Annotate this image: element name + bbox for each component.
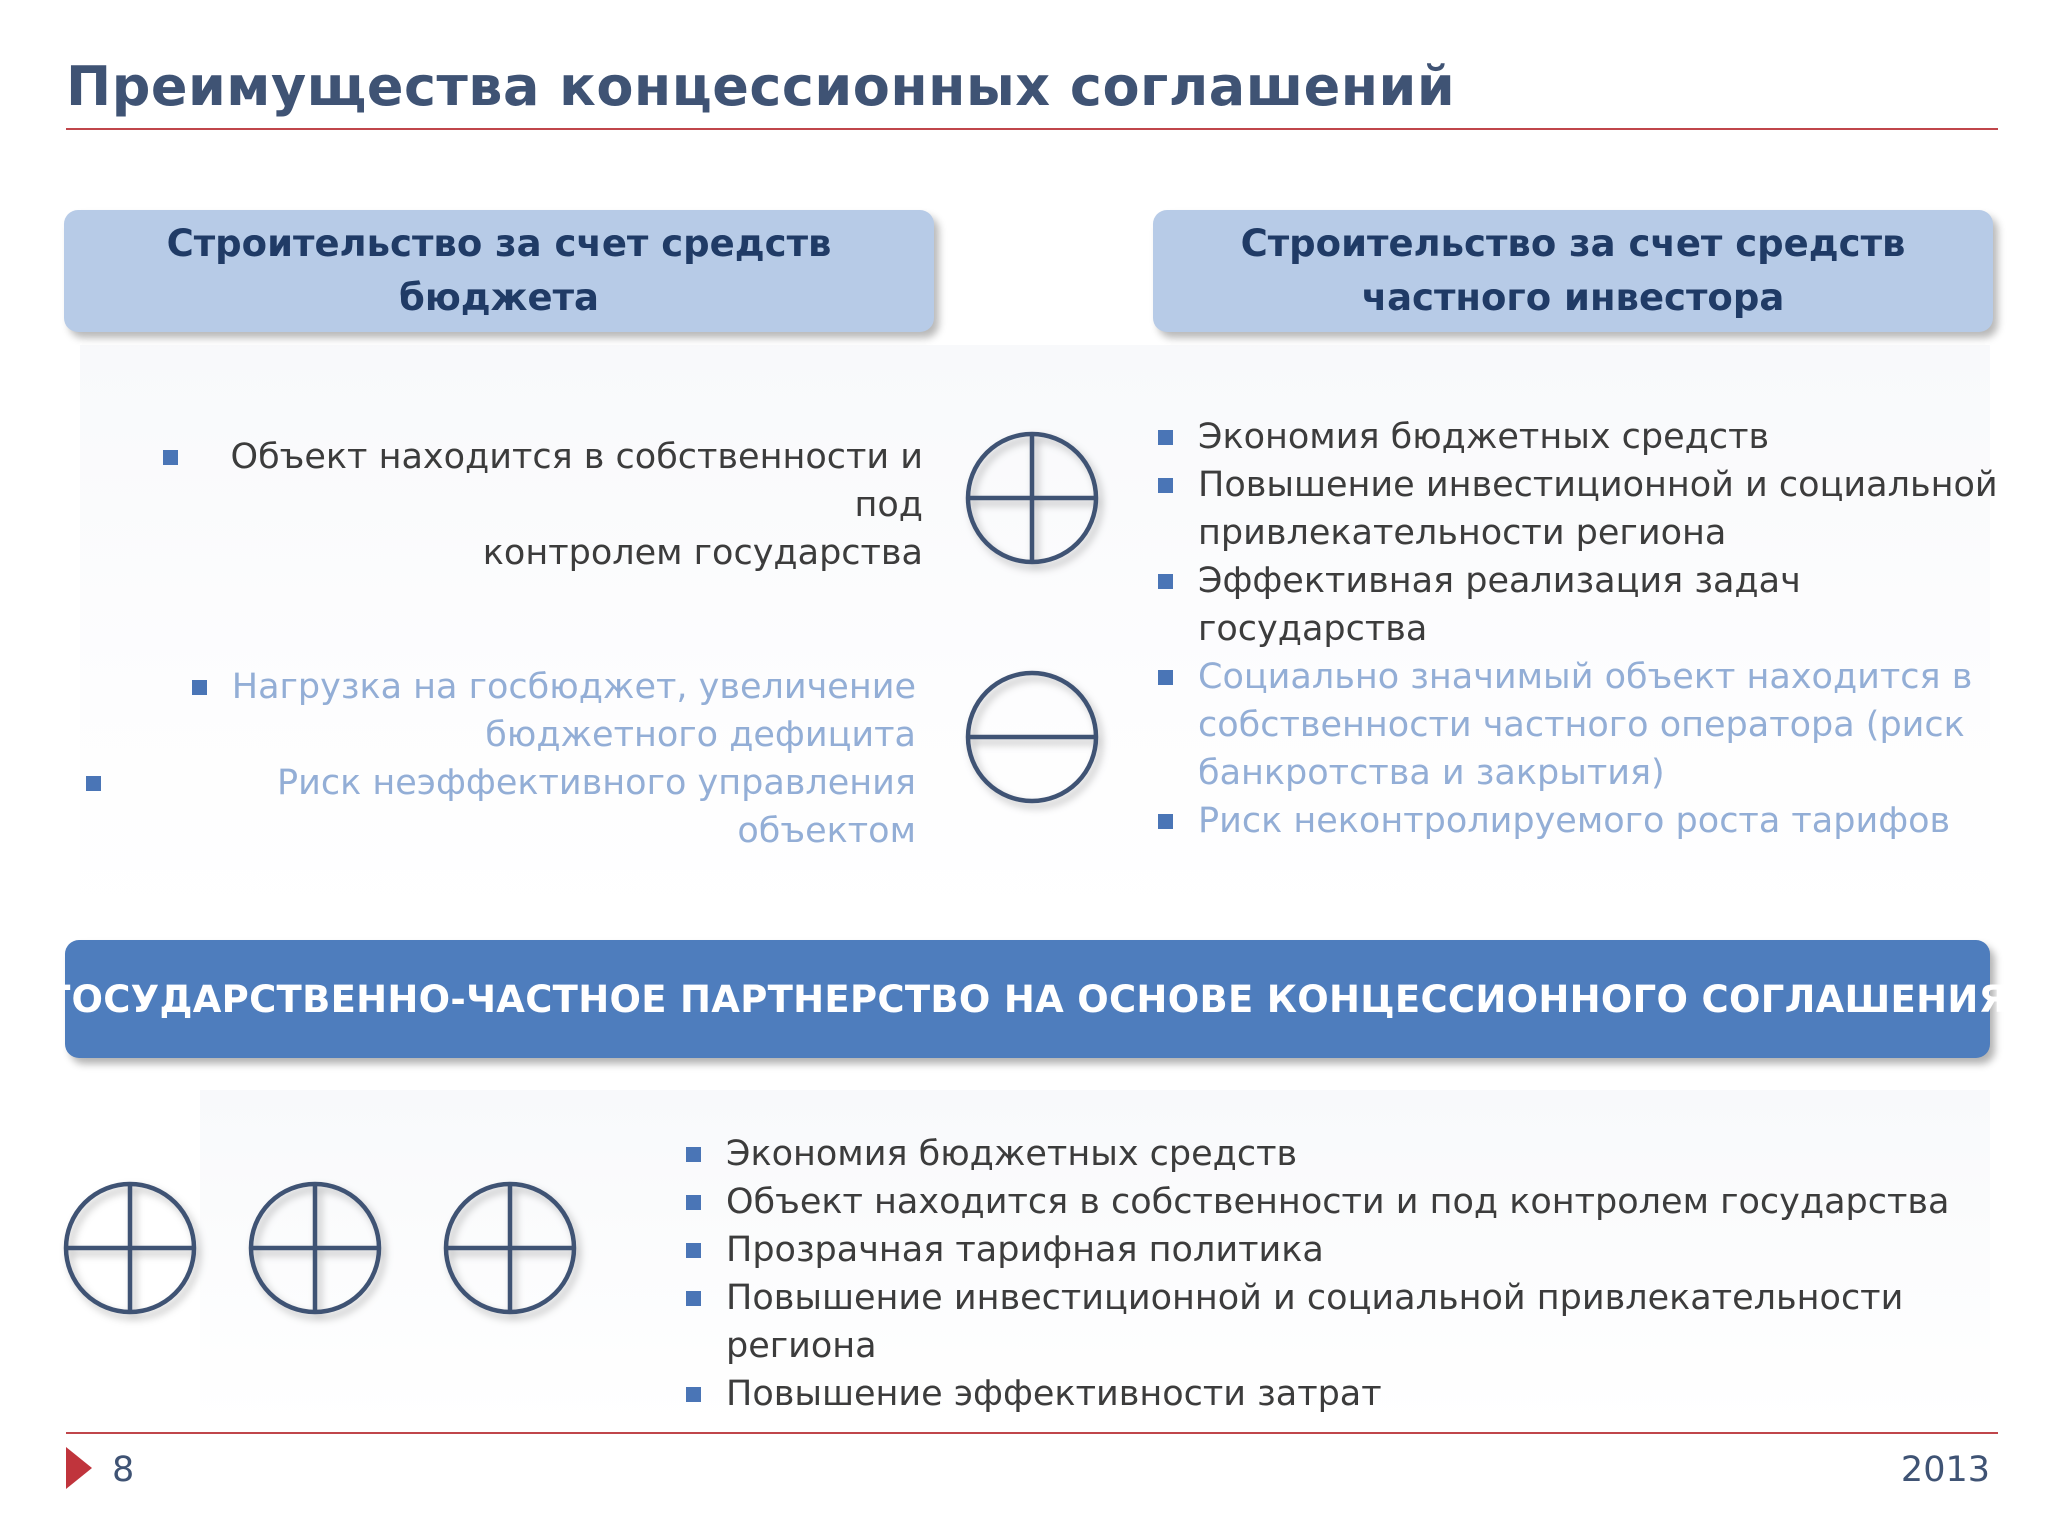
list-item: Повышение инвестиционной и социальной привлекательности региона (686, 1274, 1996, 1370)
circle-minus-icon (962, 667, 1102, 807)
footer-year: 2013 (1900, 1450, 1990, 1490)
list-item: Объект находится в собственности и под контролем государства (163, 433, 923, 577)
budget-header-line-1: Строительство за счет средств (166, 222, 832, 266)
list-item: Риск неконтролируемого роста тарифов (1158, 797, 1998, 845)
list-item: Повышение инвестиционной и социальной привлекательности региона (1158, 461, 1998, 557)
bullet-icon (192, 680, 207, 695)
ppp-banner: ГОСУДАРСТВЕННО-ЧАСТНОЕ ПАРТНЕРСТВО НА ОСНОВЕ КОНЦЕССИОННОГО СОГЛАШЕНИЯ (65, 940, 1990, 1058)
circle-plus-icon (60, 1178, 200, 1318)
title-divider (66, 128, 1998, 130)
investor-advantages-list (1158, 413, 1998, 653)
investor-header-line-1: Строительство за счет средств (1240, 222, 1906, 266)
ppp-benefits-list (686, 1130, 1996, 1418)
list-item: Эффективная реализация задач государства (1158, 557, 1998, 653)
budget-header-line-2: бюджета (398, 276, 599, 319)
page-number: 8 (112, 1450, 135, 1490)
investor-header-line-2: частного инвестора (1361, 276, 1785, 319)
list-item: Нагрузка на госбюджет, увеличение бюджетного дефицита (86, 663, 916, 759)
circle-plus-icon (440, 1178, 580, 1318)
page-title: Преимущества концессионных соглашений (66, 55, 1456, 118)
circle-plus-icon (962, 428, 1102, 568)
list-item: Прозрачная тарифная политика (686, 1226, 1996, 1274)
bullet-icon (163, 450, 178, 465)
play-triangle-icon (66, 1447, 92, 1489)
list-item: Социально значимый объект находится в собственности частного оператора (риск банкротства и закрытия) (1158, 653, 1998, 797)
investor-construction-header (1153, 210, 1993, 332)
list-item: Экономия бюджетных средств (686, 1130, 1996, 1178)
circle-plus-icon (245, 1178, 385, 1318)
budget-advantages-list (163, 433, 923, 577)
budget-disadvantages-list (86, 663, 916, 855)
footer-divider (66, 1432, 1998, 1434)
list-item: Риск неэффективного управления объектом (86, 759, 916, 855)
budget-construction-header (64, 210, 934, 332)
list-item: Повышение эффективности затрат (686, 1370, 1996, 1418)
list-item: Объект находится в собственности и под контролем государства (686, 1178, 1996, 1226)
investor-disadvantages-list (1158, 653, 1998, 845)
list-item: Экономия бюджетных средств (1158, 413, 1998, 461)
bullet-icon (86, 776, 101, 791)
